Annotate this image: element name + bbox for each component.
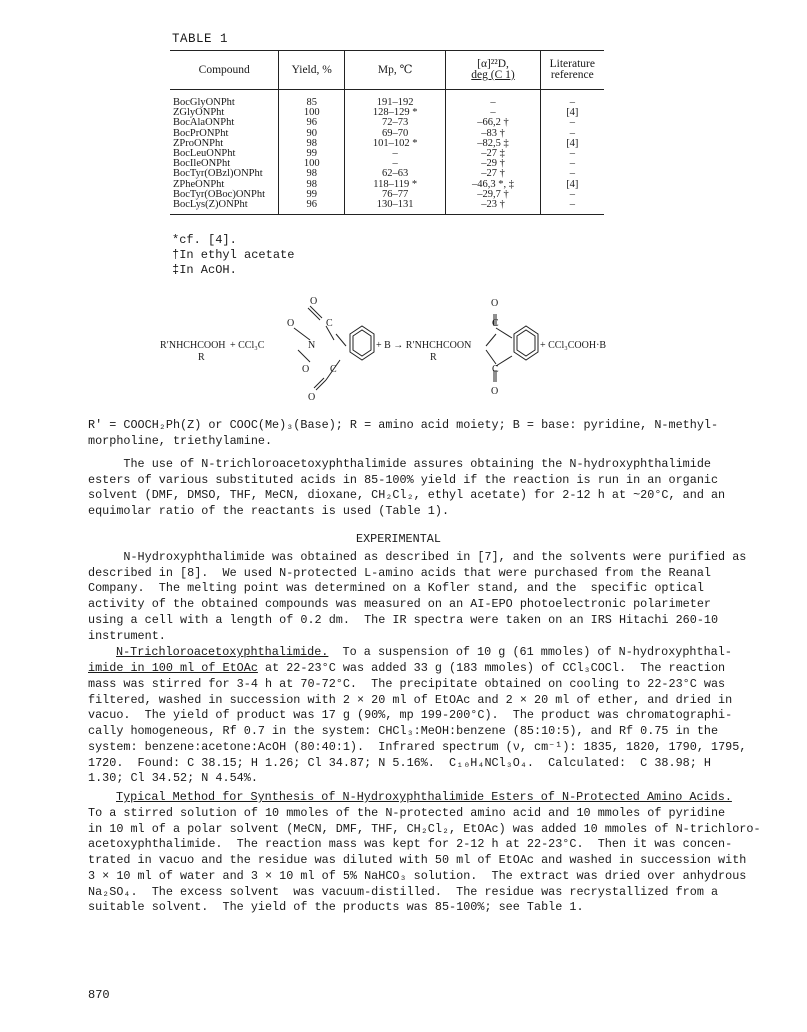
tca-line: cally homogeneous, Rf 0.7 in the system: CHCl₃:MeOH:benzene (85:10:5), and Rf 0.75 in the xyxy=(88,724,719,739)
typical-line: suitable solvent. The yield of the products was 85-100%; see Table 1. xyxy=(88,900,584,915)
experimental-line: activity of the obtained compounds was measured on an AI-EPO photoelectronic polarimeter xyxy=(88,597,711,612)
cell-mp: 130–131 xyxy=(344,200,445,215)
typical-line: Na₂SO₄. The excess solvent was vacuum-distilled. The residue was recrystallized from a xyxy=(88,884,719,899)
scheme-labels xyxy=(160,296,606,403)
cell-compound: BocAlaONPht xyxy=(173,117,235,129)
scheme-prod-c-top: C xyxy=(492,318,499,329)
cell-compound: BocLeuONPht xyxy=(173,148,236,160)
scheme-c-bottom: C xyxy=(330,364,337,375)
cell-reference: – xyxy=(540,190,604,200)
experimental-line: Company. The melting point was determined on a Kofler stand, and the specific optical xyxy=(88,581,704,596)
header-mp: Mp, ℃ xyxy=(344,51,445,90)
scheme-o-bottom: O xyxy=(302,364,310,375)
cell-yield: 96 xyxy=(279,200,344,215)
cell-mp: – xyxy=(344,149,445,159)
header-literature-line1: Literature xyxy=(549,58,595,70)
experimental-line: N-Hydroxyphthalimide was obtained as described in [7], and the solvents were purified as xyxy=(88,550,747,564)
table-header-row xyxy=(170,51,604,90)
header-literature xyxy=(540,51,604,90)
intro-line: esters of various substituted acids in 85-100% yield if the reaction is run in an organic xyxy=(88,472,719,487)
cell-reference: – xyxy=(540,129,604,139)
header-rotation-line2: deg (C 1) xyxy=(471,69,515,81)
scheme-plus-ccl3c: + CCl₃C xyxy=(230,340,265,351)
tca-line: mass was stirred for 3-4 h at 70-72°C. The precipitate obtained on cooling to 22-23°C was xyxy=(88,677,726,691)
cell-yield: 99 xyxy=(279,190,344,200)
scheme-reactant1-r: R xyxy=(198,352,205,363)
cell-yield: 100 xyxy=(279,108,344,118)
cell-mp: 128–129 * xyxy=(344,108,445,118)
table-row xyxy=(170,149,604,159)
typical-line: acetoxyphthalimide. The reaction mass was kept for 2-12 h at 22-23°C. Then it was concen- xyxy=(88,837,733,852)
table-row xyxy=(170,200,604,215)
cell-reference: [4] xyxy=(540,108,604,118)
scheme-o-lower: O xyxy=(308,392,316,403)
scheme-prod-c-bottom: C xyxy=(492,364,499,375)
typical-heading-line xyxy=(88,790,748,806)
results-table-container xyxy=(170,50,604,215)
footnote-acoh: ‡In AcOH. xyxy=(172,263,237,277)
cell-rotation: – xyxy=(446,90,540,109)
experimental-line: using a cell with a length of 0.2 dm. The IR spectra were taken on an IRS Hitachi 260-10 xyxy=(88,612,719,627)
intro-line: equimolar ratio of the reactants is used (Table 1). xyxy=(88,504,450,519)
tca-heading: N-Trichloroacetoxyphthalimide. xyxy=(116,645,329,659)
cell-rotation: –27 ‡ xyxy=(446,149,540,159)
definitions-line2: morpholine, triethylamine. xyxy=(88,434,273,448)
cell-rotation: –29,7 † xyxy=(446,190,540,200)
cell-rotation: –29 † xyxy=(446,159,540,169)
cell-mp: 76–77 xyxy=(344,190,445,200)
experimental-line: instrument. xyxy=(88,628,166,643)
results-table xyxy=(170,50,604,215)
intro-line: solvent (DMF, DMSO, THF, MeCN, dioxane, CH₂Cl₂, ethyl acetate) for 2-12 h at ~20°C, and an xyxy=(88,488,726,503)
tca-second-rest: at 22-23°C was added 33 g (183 mmoles) of CCl₃COCl. The reaction xyxy=(257,661,726,675)
scheme-prod-o-top: O xyxy=(491,298,499,309)
cell-yield: 100 xyxy=(279,159,344,169)
experimental-line: described in [8]. We used N-protected L-amino acids that were purchased from the Reanal xyxy=(88,565,711,580)
cell-compound: BocGlyONPht xyxy=(173,97,235,108)
cell-reference: – xyxy=(540,118,604,128)
tca-second-underlined: imide in 100 ml of EtOAc xyxy=(88,661,258,675)
tca-line-first xyxy=(88,645,748,661)
cell-yield: 96 xyxy=(279,118,344,128)
cell-rotation: –23 † xyxy=(446,200,540,215)
scheme-c-top: C xyxy=(326,318,333,329)
cell-rotation: –66,2 † xyxy=(446,118,540,128)
cell-yield: 90 xyxy=(279,129,344,139)
table-row xyxy=(170,139,604,149)
cell-reference: – xyxy=(540,159,604,169)
tca-line: 1.30; Cl 34.52; N 4.54%. xyxy=(88,771,258,786)
cell-compound: ZGlyONPht xyxy=(173,107,225,119)
page-number: 870 xyxy=(88,988,110,1002)
table-body xyxy=(170,90,604,215)
header-yield: Yield, % xyxy=(279,51,344,90)
experimental-heading: EXPERIMENTAL xyxy=(356,532,441,546)
table-title: TABLE 1 xyxy=(172,32,229,46)
scheme-plus-b-arrow: + B → R′NHCHCOON xyxy=(376,340,472,351)
cell-yield: 98 xyxy=(279,180,344,190)
cell-mp: 62–63 xyxy=(344,169,445,179)
cell-mp: 72–73 xyxy=(344,118,445,128)
header-compound: Compound xyxy=(170,51,279,90)
cell-yield: 99 xyxy=(279,149,344,159)
scheme-o-left: O xyxy=(287,318,295,329)
reaction-scheme xyxy=(150,290,770,410)
cell-reference: [4] xyxy=(540,180,604,190)
cell-reference: – xyxy=(540,90,604,109)
cell-mp: 69–70 xyxy=(344,129,445,139)
cell-reference: [4] xyxy=(540,139,604,149)
scheme-reactant1: R′NHCHCOOH xyxy=(160,340,226,351)
cell-mp: – xyxy=(344,159,445,169)
typical-line: trated in vacuo and the residue was diluted with 50 ml of EtOAc and washed in succession with xyxy=(88,853,747,868)
scheme-prod-o-bottom: O xyxy=(491,386,499,397)
cell-compound: BocLys(Z)ONPht xyxy=(170,200,279,215)
scheme-n: N xyxy=(308,340,316,351)
footnote-cf: *cf. [4]. xyxy=(172,233,237,247)
header-literature-line2: reference xyxy=(550,69,594,81)
cell-compound: BocTyr(OBoc)ONPht xyxy=(173,188,266,200)
tca-first-rest: To a suspension of 10 g (61 mmoles) of N-hydroxyphthal- xyxy=(328,645,732,659)
cell-yield: 85 xyxy=(279,90,344,109)
tca-line: filtered, washed in succession with 2 × 20 ml of EtOAc and 2 × 20 ml of ether, and dried in xyxy=(88,692,733,707)
cell-reference: – xyxy=(540,169,604,179)
cell-reference: – xyxy=(540,149,604,159)
cell-rotation: –82,5 ‡ xyxy=(446,139,540,149)
cell-reference: – xyxy=(540,200,604,215)
cell-rotation: –83 † xyxy=(446,129,540,139)
scheme-product-r: R xyxy=(430,352,437,363)
cell-rotation: – xyxy=(446,108,540,118)
cell-compound: BocIleONPht xyxy=(173,158,231,170)
scheme-o-top: O xyxy=(310,296,318,307)
cell-compound: ZProONPht xyxy=(173,137,224,149)
cell-rotation: –46,3 *, ‡ xyxy=(446,180,540,190)
tca-line: system: benzene:acetone:AcOH (80:40:1). Infrared spectrum (ν, cm⁻¹): 1835, 1820, 1790, 1795, xyxy=(88,739,747,754)
cell-mp: 101–102 * xyxy=(344,139,445,149)
tca-line: 1720. Found: C 38.15; H 1.26; Cl 34.87; N 5.16%. C₁₀H₄NCl₃O₄. Calculated: C 38.98; H xyxy=(88,755,711,770)
cell-compound: ZPheONPht xyxy=(173,178,225,190)
tca-line: vacuo. The yield of product was 17 g (90%, mp 199-200°C). The product was chromatographi- xyxy=(88,708,733,723)
definitions-line1: R' = COOCH₂Ph(Z) or COOC(Me)₃(Base); R = amino acid moiety; B = base: pyridine, N-methyl- xyxy=(88,418,719,432)
tca-line-second xyxy=(88,661,748,677)
typical-heading: Typical Method for Synthesis of N-Hydroxyphthalimide Esters of N-Protected Amino Acids. xyxy=(116,790,732,804)
table-row xyxy=(170,90,604,109)
typical-line: To a stirred solution of 10 mmoles of the N-protected amino acid and 10 mmoles of pyridine xyxy=(88,806,726,820)
header-rotation xyxy=(446,51,540,90)
cell-compound: BocTyr(OBzl)ONPht xyxy=(173,168,263,180)
cell-mp: 118–119 * xyxy=(344,180,445,190)
footnote-ethyl-acetate: †In ethyl acetate xyxy=(172,248,295,262)
cell-yield: 98 xyxy=(279,169,344,179)
typical-line: in 10 ml of a polar solvent (MeCN, DMF, THF, CH₂Cl₂, EtOAc) was added 10 mmoles of N-trichloro- xyxy=(88,821,761,836)
cell-rotation: –27 † xyxy=(446,169,540,179)
cell-yield: 98 xyxy=(279,139,344,149)
cell-compound: BocPrONPht xyxy=(173,127,229,139)
typical-line: 3 × 10 ml of water and 3 × 10 ml of 5% NaHCO₃ solution. The extract was dried over anhydrous xyxy=(88,868,747,883)
header-rotation-line1: [α]²²D, xyxy=(477,58,509,70)
cell-mp: 191–192 xyxy=(344,90,445,109)
intro-line: The use of N-trichloroacetoxyphthalimide assures obtaining the N-hydroxyphthalimide xyxy=(88,457,711,471)
scheme-byproduct: + CCl₃COOH·B xyxy=(540,340,607,351)
